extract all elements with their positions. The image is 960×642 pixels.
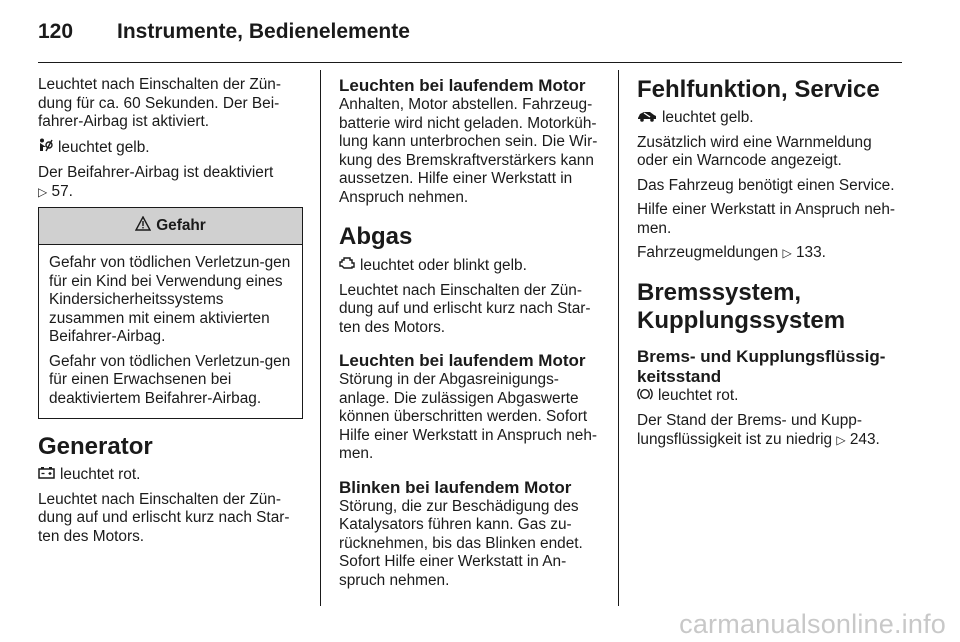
header-rule — [38, 62, 902, 63]
service-status-line — [637, 109, 903, 128]
page-ref[interactable]: 57. — [51, 182, 73, 200]
paragraph: Anhalten, Motor abstellen. Fahrzeug-batterie wird nicht geladen. Motorküh-lung kann unterbrochen sein. Die Wir-kung des Bremskraftverstärkers kann aussetzen. Hilfe einer Werkstatt in Anspruch nehmen. — [339, 96, 598, 206]
service-status-text: leuchtet gelb. — [662, 109, 754, 126]
generator-status-line — [38, 466, 303, 485]
section-heading: Bremssystem, — [637, 278, 802, 306]
page-ref-arrow-icon: ▷ — [836, 432, 846, 447]
warning-box — [38, 207, 303, 419]
brake-status-text: leuchtet rot. — [658, 387, 739, 404]
subheading: Leuchten bei laufendem Motor — [339, 351, 586, 370]
airbag-status-line — [38, 138, 303, 159]
section-heading: Generator — [38, 433, 153, 460]
cross-reference — [637, 412, 903, 449]
warning-body — [39, 245, 302, 418]
paragraph: Störung, die zur Beschädigung des Katalysators führen kann. Gas zu-rücknehmen, bis das Blinken endet. Sofort Hilfe einer Werkstatt in An-spruch nehmen. — [339, 497, 583, 589]
warning-title: Gefahr — [156, 217, 206, 234]
brake-warning-icon — [637, 387, 653, 407]
watermark: carmanualsonline.info — [679, 609, 946, 639]
paragraph: Gefahr von tödlichen Verletzun-gen für einen Erwachsenen bei deaktiviertem Beifahrer-Airbag. — [49, 352, 291, 407]
airbag-off-icon — [38, 138, 53, 159]
paragraph: Hilfe einer Werkstatt in Anspruch neh-men. — [637, 201, 896, 237]
column-divider — [320, 70, 321, 606]
paragraph-text: Fahrzeugmeldungen — [637, 244, 779, 261]
paragraph: Störung in der Abgasreinigungs-anlage. Die zulässigen Abgaswerte können überschritten werden. Sofort Hilfe einer Werkstatt in Anspruch neh-men. — [339, 371, 598, 462]
page-ref-arrow-icon: ▷ — [782, 246, 792, 260]
subheading: Blinken bei laufendem Motor — [339, 477, 572, 497]
paragraph: Der Beifahrer-Airbag ist deaktiviert — [38, 164, 274, 181]
brake-status-line — [637, 387, 903, 407]
page-ref-arrow-icon: ▷ — [38, 184, 48, 199]
warning-header — [39, 208, 302, 245]
column-divider — [618, 70, 619, 606]
section-heading: Kupplungssystem — [637, 306, 846, 334]
abgas-status-text: leuchtet oder blinkt gelb. — [360, 256, 527, 274]
paragraph: Zusätzlich wird eine Warnmeldung oder ein Warncode angezeigt. — [637, 133, 872, 169]
page-number: 120 — [38, 20, 74, 43]
warning-triangle-icon — [135, 216, 151, 236]
paragraph-text: Der Stand der Brems- und Kupp-lungsflüssigkeit ist zu niedrig — [637, 412, 862, 448]
cross-reference — [637, 244, 903, 263]
airbag-status-text: leuchtet gelb. — [58, 138, 150, 156]
paragraph: Leuchtet nach Einschalten der Zün-dung auf und erlischt kurz nach Star-ten des Motors. — [339, 281, 591, 336]
subheading: Brems- und Kupplungsflüssig-keitsstand — [637, 346, 886, 386]
page-ref[interactable]: 243. — [849, 430, 880, 448]
car-wrench-icon — [637, 109, 657, 128]
battery-icon — [38, 466, 55, 485]
subheading: Leuchten bei laufendem Motor — [339, 76, 586, 95]
cross-reference — [38, 183, 303, 202]
paragraph: Gefahr von tödlichen Verletzun-gen für ein Kind bei Verwendung eines Kindersicherheitssystems zusammen mit einem aktivierten Beifahrer-Airbag. — [49, 254, 291, 345]
generator-status-text: leuchtet rot. — [60, 466, 141, 483]
abgas-status-line — [339, 256, 604, 276]
paragraph: Das Fahrzeug benötigt einen Service. — [637, 176, 895, 194]
section-heading: Fehlfunktion, Service — [637, 76, 880, 103]
column-2 — [339, 76, 604, 596]
column-3 — [637, 76, 903, 455]
column-1 — [38, 76, 303, 552]
paragraph: Leuchtet nach Einschalten der Zün-dung für ca. 60 Sekunden. Der Bei-fahrer-Airbag ist aktiviert. — [38, 76, 281, 130]
running-title: Instrumente, Bedienelemente — [117, 20, 410, 43]
page-header — [38, 14, 918, 54]
page-ref[interactable]: 133. — [795, 244, 826, 261]
paragraph: Leuchtet nach Einschalten der Zün-dung auf und erlischt kurz nach Star-ten des Motors. — [38, 490, 290, 545]
engine-icon — [339, 256, 355, 276]
section-heading: Abgas — [339, 223, 413, 250]
